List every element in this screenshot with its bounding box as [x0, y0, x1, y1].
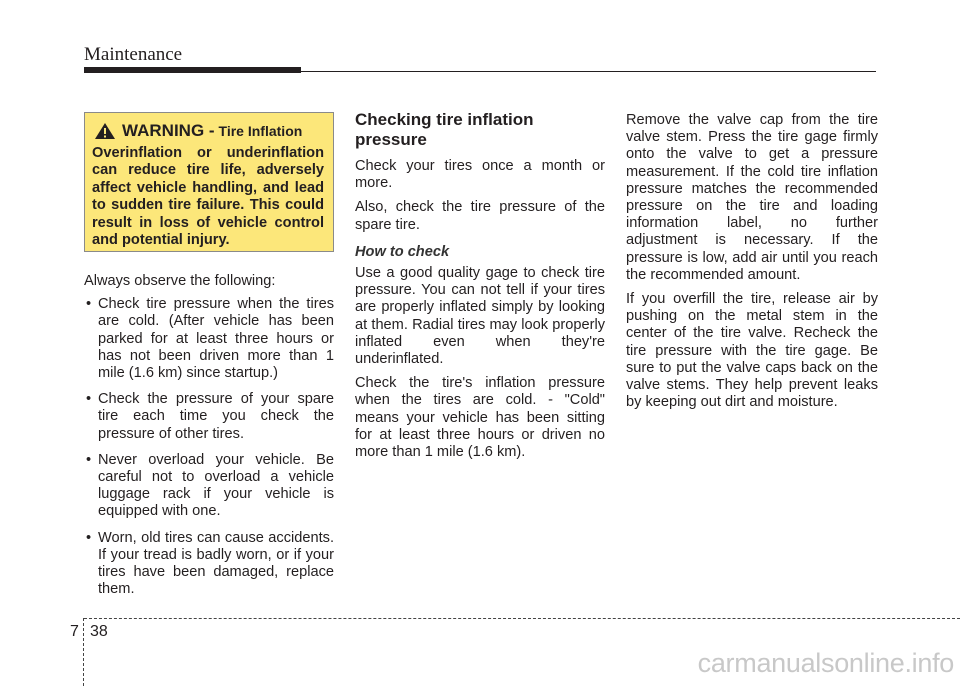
paragraph: Remove the valve cap from the tire valve stem. Press the tire gage firmly onto the valve to get a pressure measurement. If the cold tire inflation pressure matches the recommended pressure on the tire and loading information label, no further adjustment is necessary. If the pressure is low, add air until you reach the recommended amount.	[626, 112, 878, 283]
column-2	[355, 110, 605, 468]
bullet-icon: •	[86, 529, 92, 546]
list-item: • Check tire pressure when the tires are cold. (After vehicle has been parked for at least three hours or has not been driven more than 1 mile (1.6 km) since startup.)	[86, 296, 334, 382]
header-rule	[301, 71, 876, 72]
warning-box	[84, 112, 334, 252]
watermark: carmanualsonline.info	[697, 648, 954, 678]
warning-subject: Tire Inflation	[218, 123, 303, 139]
intro-text: Always observe the following:	[84, 273, 276, 289]
paragraph: Check your tires once a month or more.	[355, 158, 605, 192]
header-title: Maintenance	[84, 44, 183, 65]
footer-divider	[83, 618, 85, 686]
bullet-list	[84, 296, 334, 598]
footer-rule	[84, 618, 960, 619]
list-item: • Never overload your vehicle. Be careful not to overload a vehicle luggage rack if your vehicle is equipped with one.	[86, 451, 334, 520]
paragraph: If you overfill the tire, release air by pushing on the metal stem in the center of the tire valve. Recheck the tire pressure with the tire gage. Be sure to put the valve caps back on the valve stems. They help prevent leaks by keeping out dirt and moisture.	[626, 291, 878, 411]
bullet-icon: •	[86, 451, 92, 468]
warning-triangle-icon	[94, 122, 116, 140]
paragraph: Check the tire's inflation pressure when the tires are cold. - "Cold" means your vehicle has been sitting for at least three hours or driven no more than 1 mile (1.6 km).	[355, 375, 605, 461]
page-number: 38	[90, 623, 108, 640]
warning-word: WARNING -	[122, 121, 215, 140]
paragraph: Also, check the tire pressure of the spare tire.	[355, 199, 605, 233]
list-item: • Check the pressure of your spare tire each time you check the pressure of other tires.	[86, 391, 334, 442]
warning-heading	[92, 121, 324, 141]
bullet-icon: •	[86, 296, 92, 313]
column-1	[84, 273, 334, 607]
bullet-icon: •	[86, 391, 92, 408]
column-3	[626, 112, 878, 418]
section-heading: Checking tire inflation pressure	[355, 110, 534, 149]
warning-text: Overinflation or underinflation can reduce tire life, adversely affect vehicle handling, and lead to sudden tire failure. This could result in loss of vehicle control and potential injury.	[92, 145, 324, 249]
header-bar	[84, 67, 301, 73]
chapter-number: 7	[70, 623, 79, 640]
paragraph: Use a good quality gage to check tire pressure. You can not tell if your tires are properly inflated simply by looking at them. Radial tires may look properly inflated even when they're underinflated.	[355, 265, 605, 368]
subsection-heading: How to check	[355, 243, 450, 260]
list-item: • Worn, old tires can cause accidents. If your tread is badly worn, or if your tires have been damaged, replace them.	[86, 529, 334, 598]
